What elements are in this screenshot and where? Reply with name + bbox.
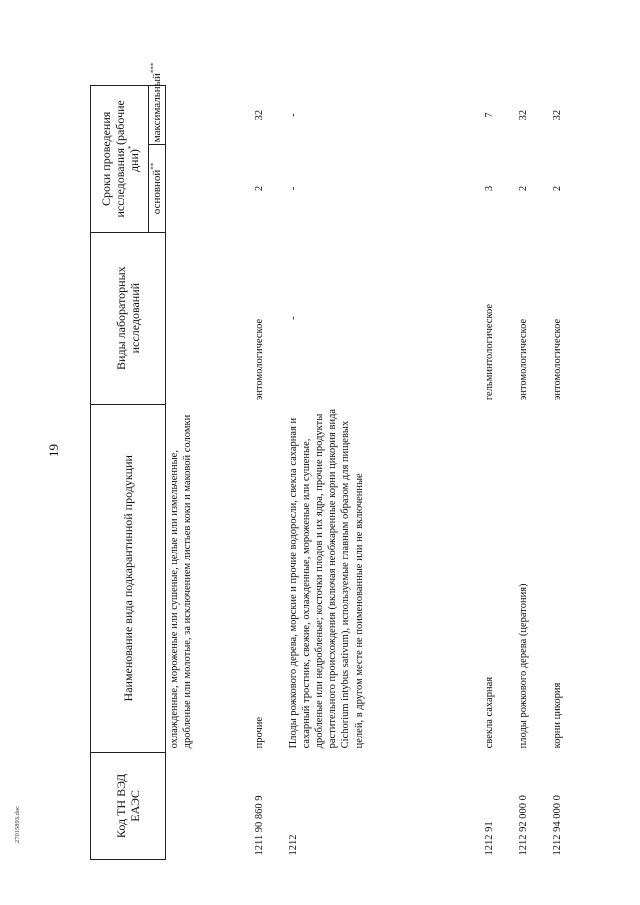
cell-code: 1212 92 000 0 bbox=[517, 795, 529, 856]
cell-max: 32 bbox=[253, 109, 265, 121]
table-row bbox=[251, 86, 285, 860]
cell-name: свекла сахарная bbox=[483, 676, 495, 749]
cell-lab: гельминтологическое bbox=[483, 303, 495, 401]
cell-main: 2 bbox=[253, 185, 265, 192]
header-duration-sup: * bbox=[126, 145, 135, 150]
cell-max: 32 bbox=[551, 109, 563, 121]
cell-code: 1212 91 bbox=[483, 821, 495, 856]
cell-main: 2 bbox=[551, 185, 563, 192]
table-row bbox=[481, 86, 515, 860]
cell-max bbox=[166, 86, 251, 145]
header-code: Код ТН ВЭД ЕАЭС bbox=[91, 752, 166, 859]
cell-max: 7 bbox=[483, 112, 495, 118]
cell-name: прочие bbox=[253, 716, 265, 749]
table-row bbox=[285, 86, 481, 860]
table-row bbox=[515, 86, 549, 860]
cell-main: 3 bbox=[483, 185, 495, 192]
cell-max: - bbox=[287, 113, 299, 117]
cell-code bbox=[166, 752, 251, 859]
cell-lab: - bbox=[287, 316, 299, 320]
cell-name: охлажденные, мороженые или сушеные, целые или измельченные, дробленые или молотые, за исключением листьев коки и маковой соломки bbox=[169, 414, 194, 749]
cell-lab: энтомологическое bbox=[517, 318, 529, 401]
cell-lab bbox=[166, 232, 251, 404]
header-duration-text: Сроки проведения исследования (рабочие дни) bbox=[98, 100, 141, 218]
page-number: 19 bbox=[46, 444, 61, 457]
header-name: Наименование вида подкарантинной продукции bbox=[91, 404, 166, 752]
cell-main: - bbox=[287, 186, 299, 191]
header-main-text: основной bbox=[151, 169, 163, 215]
header-lab-types: Виды лабораторных исследований bbox=[91, 232, 166, 404]
rotated-table-container bbox=[90, 62, 580, 860]
header-max bbox=[149, 62, 166, 145]
cell-code: 1212 94 000 0 bbox=[551, 795, 563, 856]
header-duration bbox=[91, 86, 149, 233]
footer-doc-name: 27015893.doc bbox=[14, 805, 21, 843]
cell-main: 2 bbox=[517, 185, 529, 192]
header-max-text: максимальный bbox=[151, 73, 163, 143]
header-main bbox=[149, 145, 166, 232]
table-row bbox=[166, 86, 251, 860]
cell-lab: энтомологическое bbox=[253, 318, 265, 401]
cell-name: Плоды рожкового дерева, морские и прочие водоросли, свекла сахарная и сахарный тростник, свежие, охлажденные, мороженые или сушеные, дробленые или недробленые; косточки плодов и их ядра, прочие продукты растительного происхождения (включая необжаренные корни цикория вида Cichorium intybus sativum), используемые главным образом для пищевых целей, в другом месте не поименованные или не включенные bbox=[287, 408, 365, 749]
cell-code: 1211 90 860 9 bbox=[253, 795, 265, 856]
cell-code: 1212 bbox=[287, 834, 299, 856]
table-row bbox=[549, 86, 583, 860]
cell-max: 32 bbox=[517, 109, 529, 121]
quarantine-products-table bbox=[90, 62, 583, 860]
cell-name: плоды рожкового дерева (цератония) bbox=[517, 583, 529, 749]
header-main-sup: ** bbox=[149, 162, 158, 170]
cell-main bbox=[166, 145, 251, 232]
cell-lab: энтомологическое bbox=[551, 318, 563, 401]
header-max-sup: *** bbox=[149, 62, 158, 74]
cell-name: корни цикория bbox=[551, 682, 563, 749]
